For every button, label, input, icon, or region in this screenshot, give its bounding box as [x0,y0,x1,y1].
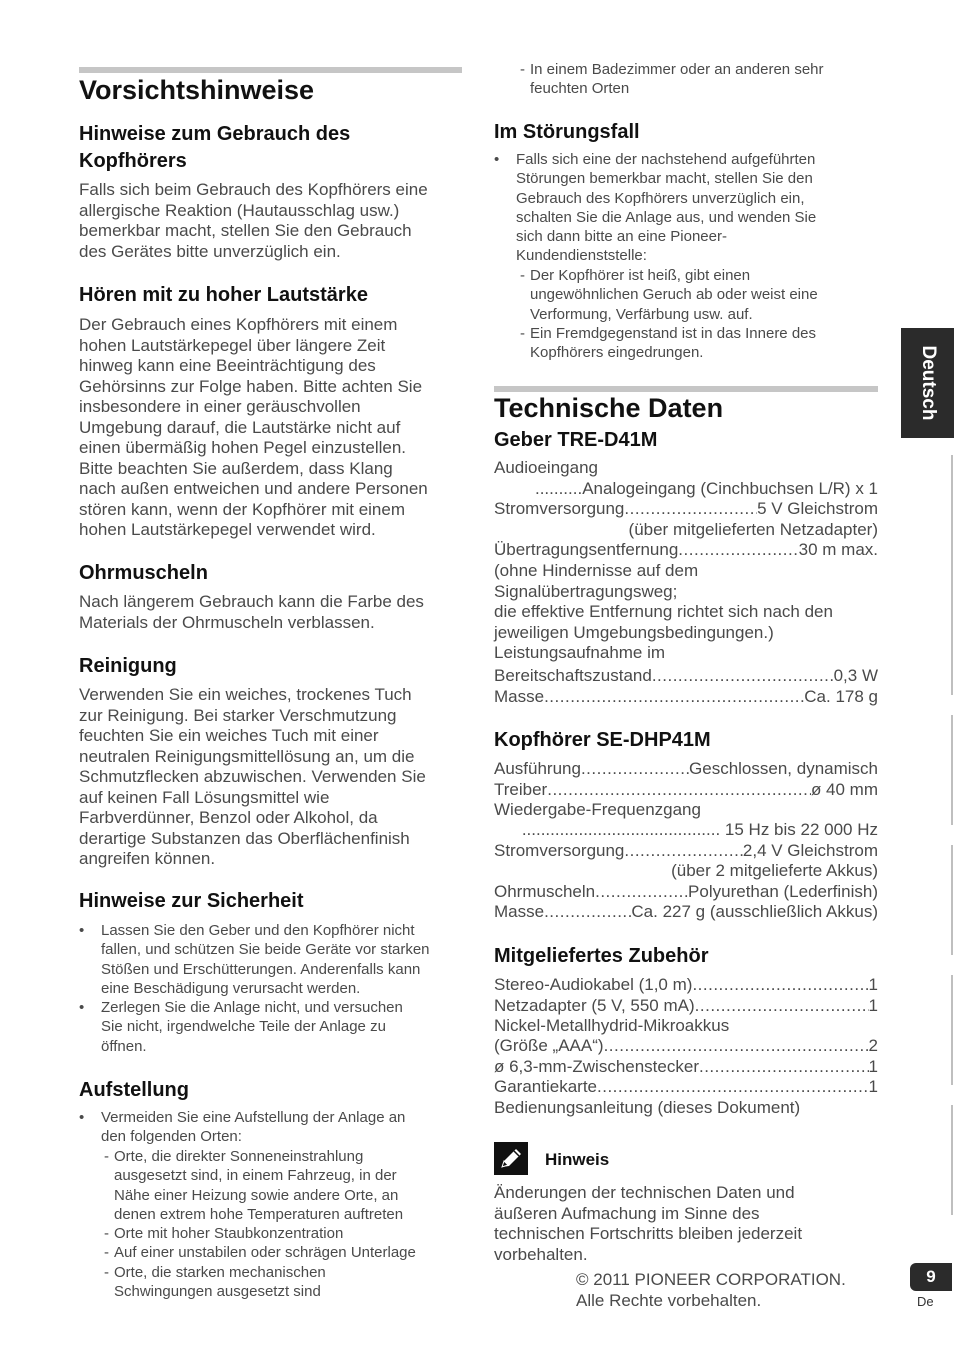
dash-item: - Orte, die starken mechanischen Schwingungen ausgesetzt sind [104,1263,474,1302]
spec-value: .......................................... 15 Hz bis 22 000 Hz [521,820,878,839]
accessory-row: ø 6,3-mm-Zwischenstecker ..... 1 [494,1057,878,1078]
dash-item: - Orte, die direkter Sonneneinstrahlung ausgesetzt sind, in einem Fahrzeug, in der Nähe einer Heizung sowie andere Orte, an denen extrem hohe Temperaturen auftreten [104,1147,474,1224]
dash-item: - Auf einer unstabilen oder schrägen Unterlage [104,1243,474,1262]
spec-value: ..........Analogeingang (Cinchbuchsen L/R) x 1 [534,479,878,498]
text-line: Störungen bemerkbar macht, stellen Sie den [516,170,813,188]
text-line: Stößen und Erschütterungen. Anderenfalls kann [101,960,421,978]
page-title: Vorsichtshinweise [79,75,315,105]
copyright [576,1270,876,1311]
spec-row: Ausführung ..... Geschlossen, dynamisch [494,759,878,780]
accessory-label: Nickel-Metallhydrid-Mikroakkus [494,1016,730,1035]
paragraph [79,180,462,262]
spec-row: Stromversorgung ..... 5 V Gleichstrom [494,499,878,520]
language-tab: Deutsch [901,328,954,438]
spec-label: Audioeingang [494,458,598,477]
bullet-icon: • [494,151,500,168]
specs-title: Technische Daten [494,393,724,423]
text-line: Gebrauch des Kopfhörers unverzüglich ein, [516,189,805,207]
text-line: Nach längerem Gebrauch kann die Farbe des [79,592,424,611]
bullet-icon: • [79,922,85,939]
text-line: (ohne Hindernisse auf dem [494,561,699,580]
bullet-item [79,1108,484,1147]
text-line: nach außen entweichen und andere Personen [79,479,428,498]
text-line: Verwenden Sie ein weiches, trockenes Tuch [79,685,412,704]
text-line: Schwingungen ausgesetzt sind [114,1283,321,1301]
text-line: feuchten Sie ein weiches Tuch mit einer [79,726,379,745]
spec-note: (über 2 mitgelieferte Akkus) [671,861,878,880]
sidebar-divider [951,455,953,695]
spec-label: Wiedergabe-Frequenzgang [494,800,701,819]
spec-row: Bereitschaftszustand ..... 0,3 W [494,666,878,687]
dash-item: - Ein Fremdgegenstand ist in das Innere des Kopfhörers eingedrungen. [520,324,890,363]
section-rule [79,67,462,73]
section-heading: Im Störungsfall [494,121,640,143]
spec-heading: Kopfhörer SE-DHP41M [494,729,711,751]
spec-row: Übertragungsentfernung ..... 30 m max. [494,540,878,561]
text-line: ungewöhnlichen Geruch ab oder weist eine [530,286,818,304]
text-line: © 2011 PIONEER CORPORATION. [576,1270,846,1289]
text-line: Auf einer unstabilen oder schrägen Unterlage [114,1244,416,1261]
text-line: hohen Lautstärkepegel über längere Zeit [79,335,386,355]
text-line: allergische Reaktion (Hautausschlag usw.) [79,200,400,220]
text-line: feuchten Orten [530,80,630,98]
accessory-row: (Größe „AAA“) ..... 2 [494,1036,878,1057]
bullet-item [494,150,900,266]
note-label: Hinweis [545,1150,610,1169]
text-line: Kundendienststelle: [516,247,647,265]
text-line: fallen, und schützen Sie beide Geräte vor starken [101,941,430,959]
spec-row: Ohrmuscheln ..... Polyurethan (Lederfinish) [494,882,878,903]
section-heading: Reinigung [79,655,177,677]
spec-heading: Geber TRE-D41M [494,429,658,451]
accessory-label: Bedienungsanleitung (dieses Dokument) [494,1098,801,1117]
spec-note [494,561,878,643]
section-heading: Ohrmuscheln [79,562,208,584]
text-line: insbesondere in einer geräuschvollen [79,397,361,416]
spec-heading: Mitgeliefertes Zubehör [494,945,709,967]
text-line: Alle Rechte vorbehalten. [576,1290,762,1310]
text-line: stören kann, wenn der Kopfhörer mit einem [79,499,406,519]
dash-item: - Der Kopfhörer ist heiß, gibt einen ungewöhnlichen Geruch ab oder weist eine Verformung, Verfärbung usw. auf. [520,266,890,324]
text-line: Orte, die starken mechanischen [114,1264,326,1281]
paragraph [79,592,462,633]
spec-note: (über mitgelieferten Netzadapter) [628,520,878,539]
text-line: Zerlegen Sie die Anlage nicht, und versuchen [101,999,403,1016]
section-heading: Hinweise zum Gebrauch des Kopfhörers [79,123,351,172]
text-line: eine Beschädigung verursacht werden. [101,979,361,997]
text-line: Signalübertragungsweg; [494,581,678,601]
text-line: Falls sich eine der nachstehend aufgeführten [516,151,816,168]
spec-row: Stromversorgung ..... 2,4 V Gleichstrom [494,841,878,862]
text-line: bemerkbar macht, stellen Sie den Gebrauch [79,221,412,240]
bullet-icon: • [79,1109,85,1126]
text-line: ausgesetzt sind, in einem Fahrzeug, in der [114,1167,397,1185]
text-line: Farbverdünner, Benzol oder Alkohol, da [79,808,378,827]
text-line: des Gerätes bitte unverzüglich ein. [79,241,341,261]
text-line: äußeren Aufmachung im Sinne des [494,1203,760,1223]
section-heading: Aufstellung [79,1079,189,1101]
text-line: neutralen Reinigungsmittellösung an, um die [79,746,415,766]
text-line: sich dann bitte an eine Pioneer- [516,228,727,246]
spec-label: Leistungsaufnahme im [494,643,666,662]
text-line: Der Gebrauch eines Kopfhörers mit einem [79,315,398,334]
text-line: Ein Fremdgegenstand ist in das Innere des [530,325,817,342]
text-line: schalten Sie die Anlage aus, und wenden Sie [516,208,817,226]
text-line: jeweiligen Umgebungsbedingungen.) [494,622,774,642]
sidebar-divider [951,975,953,1085]
text-line: Lassen Sie den Geber und den Kopfhörer nicht [101,922,415,939]
text-line: hohen Lautstärkepegel verwendet wird. [79,520,376,539]
accessory-row: Garantiekarte ..... 1 [494,1077,878,1098]
section-heading: Hinweise zur Sicherheit [79,890,304,912]
section-heading: Hören mit zu hoher Lautstärke [79,284,368,306]
text-line: Änderungen der technischen Daten und [494,1183,795,1202]
text-line: Orte mit hoher Staubkonzentration [114,1225,344,1242]
text-line: öffnen. [101,1037,147,1055]
note-text [494,1183,878,1265]
pencil-icon [494,1142,528,1175]
text-line: Schmutzflecken abzuwischen. Verwenden Sie [79,767,426,786]
dash-item: - In einem Badezimmer oder an anderen sehr feuchten Orten [520,60,900,99]
text-line: Der Kopfhörer ist heiß, gibt einen [530,267,751,284]
text-line: einen übermäßig hohen Pegel einzustellen. [79,438,407,457]
text-line: auf keinen Fall Lösungsmittel wie [79,787,330,807]
paragraph [79,315,462,541]
text-line: Vermeiden Sie eine Aufstellung der Anlage an [101,1109,406,1126]
text-line: vorbehalten. [494,1244,588,1264]
language-code: De [917,1294,934,1309]
text-line: Nähe einer Heizung sowie andere Orte, an [114,1186,399,1204]
text-line: Verformung, Verfärbung usw. auf. [530,305,753,323]
page-number: 9 [910,1263,952,1291]
text-line: angreifen können. [79,849,216,868]
sidebar-divider [951,1105,953,1215]
text-line: Orte, die direkter Sonneneinstrahlung [114,1148,364,1165]
text-line: Umgebung darauf, die Lautstärke nicht auf [79,417,401,437]
text-line: denen extrem hohe Temperaturen auftreten [114,1205,404,1223]
section-rule [494,386,878,392]
sidebar-divider [951,715,953,825]
text-line: derartige Substanzen das Oberflächenfinish [79,828,410,848]
spec-row: Masse ..... Ca. 178 g [494,687,878,708]
text-line: Kopfhörers eingedrungen. [530,344,704,362]
text-line: Falls sich beim Gebrauch des Kopfhörers eine [79,180,428,199]
text-line: In einem Badezimmer oder an anderen sehr [530,61,824,78]
sidebar-divider [951,845,953,955]
accessory-row: Netzadapter (5 V, 550 mA) ..... 1 [494,996,878,1017]
bullet-item [79,998,484,1056]
bullet-item [79,921,484,998]
text-line: Materials der Ohrmuscheln verblassen. [79,612,375,632]
spec-row: Masse ..... Ca. 227 g (ausschließlich Akkus) [494,902,878,923]
bullet-icon: • [79,999,85,1016]
paragraph [79,685,462,870]
text-line: zur Reinigung. Bei starker Verschmutzung [79,705,397,725]
text-line: den folgenden Orten: [101,1128,242,1146]
dash-item: - Orte mit hoher Staubkonzentration [104,1224,474,1243]
spec-row: Treiber ..... ø 40 mm [494,780,878,801]
text-line: die effektive Entfernung richtet sich nach den [494,602,833,621]
text-line: technischen Fortschritts bleiben jederzeit [494,1224,803,1243]
text-line: Bitte beachten Sie außerdem, dass Klang [79,458,393,478]
text-line: hinweg kann eine Beeinträchtigung des [79,356,376,375]
text-line: Gehörsinns zur Folge haben. Bitte achten Sie [79,376,423,396]
accessory-row: Stereo-Audiokabel (1,0 m) ..... 1 [494,975,878,996]
text-line: Sie nicht, irgendwelche Teile der Anlage zu [101,1018,386,1036]
